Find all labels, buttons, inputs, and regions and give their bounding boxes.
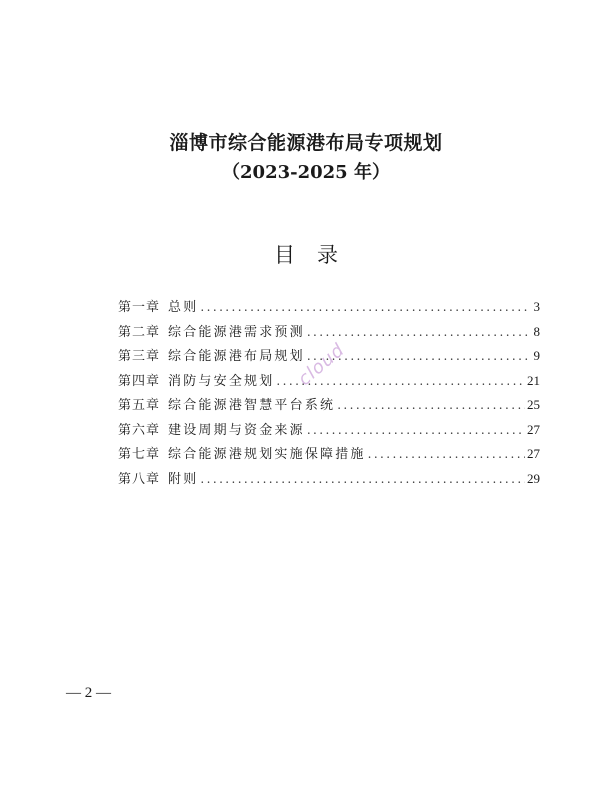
table-of-contents [118, 297, 540, 493]
toc-entry-2[interactable] [118, 322, 540, 347]
toc-page-number: 29 [527, 470, 540, 486]
toc-dot-leader [307, 420, 525, 440]
toc-chapter-name: 建设周期与资金来源 [168, 422, 305, 438]
toc-chapter-name: 附则 [168, 471, 199, 487]
toc-entry-6[interactable] [118, 420, 540, 445]
toc-entry-8[interactable] [118, 469, 540, 494]
toc-chapter-label: 第二章 [118, 324, 161, 340]
toc-entry-1[interactable] [118, 297, 540, 322]
toc-chapter-label: 第八章 [118, 471, 161, 487]
toc-page-number: 21 [527, 372, 540, 388]
document-title: 淄博市综合能源港布局专项规划 [169, 132, 443, 154]
toc-page-number: 3 [533, 299, 540, 314]
toc-dot-leader [307, 322, 530, 342]
page-number: — 2 — [66, 685, 111, 701]
toc-chapter-name: 总则 [168, 300, 199, 315]
toc-dot-leader [368, 444, 525, 464]
toc-page-number: 9 [533, 348, 540, 363]
toc-chapter-name: 综合能源港智慧平台系统 [168, 398, 336, 413]
toc-dot-leader [276, 371, 525, 391]
toc-chapter-label: 第七章 [118, 447, 161, 462]
toc-dot-leader [307, 346, 530, 366]
toc-page-number: 27 [527, 421, 540, 437]
toc-dot-leader [200, 469, 525, 489]
toc-chapter-label: 第五章 [118, 398, 161, 413]
watermark: cloud [294, 339, 349, 391]
toc-dot-leader [337, 395, 525, 415]
toc-page-number: 8 [533, 323, 540, 339]
toc-chapter-label: 第六章 [118, 422, 161, 438]
toc-entry-3[interactable] [118, 346, 540, 371]
toc-dot-leader [200, 297, 530, 317]
toc-entry-4[interactable] [118, 371, 540, 396]
toc-page-number: 27 [527, 446, 540, 461]
document-subtitle: （2023-2025 年） [222, 162, 390, 183]
toc-chapter-label: 第四章 [118, 373, 161, 389]
toc-chapter-name: 综合能源港需求预测 [168, 324, 305, 340]
toc-chapter-label: 第三章 [118, 349, 161, 364]
toc-heading: 目录 [274, 243, 360, 267]
toc-entry-7[interactable] [118, 444, 540, 469]
toc-chapter-label: 第一章 [118, 300, 161, 315]
toc-chapter-name: 消防与安全规划 [168, 373, 275, 389]
toc-entry-5[interactable] [118, 395, 540, 420]
toc-chapter-name: 综合能源港规划实施保障措施 [168, 447, 366, 462]
toc-chapter-name: 综合能源港布局规划 [168, 349, 305, 364]
toc-page-number: 25 [527, 397, 540, 412]
